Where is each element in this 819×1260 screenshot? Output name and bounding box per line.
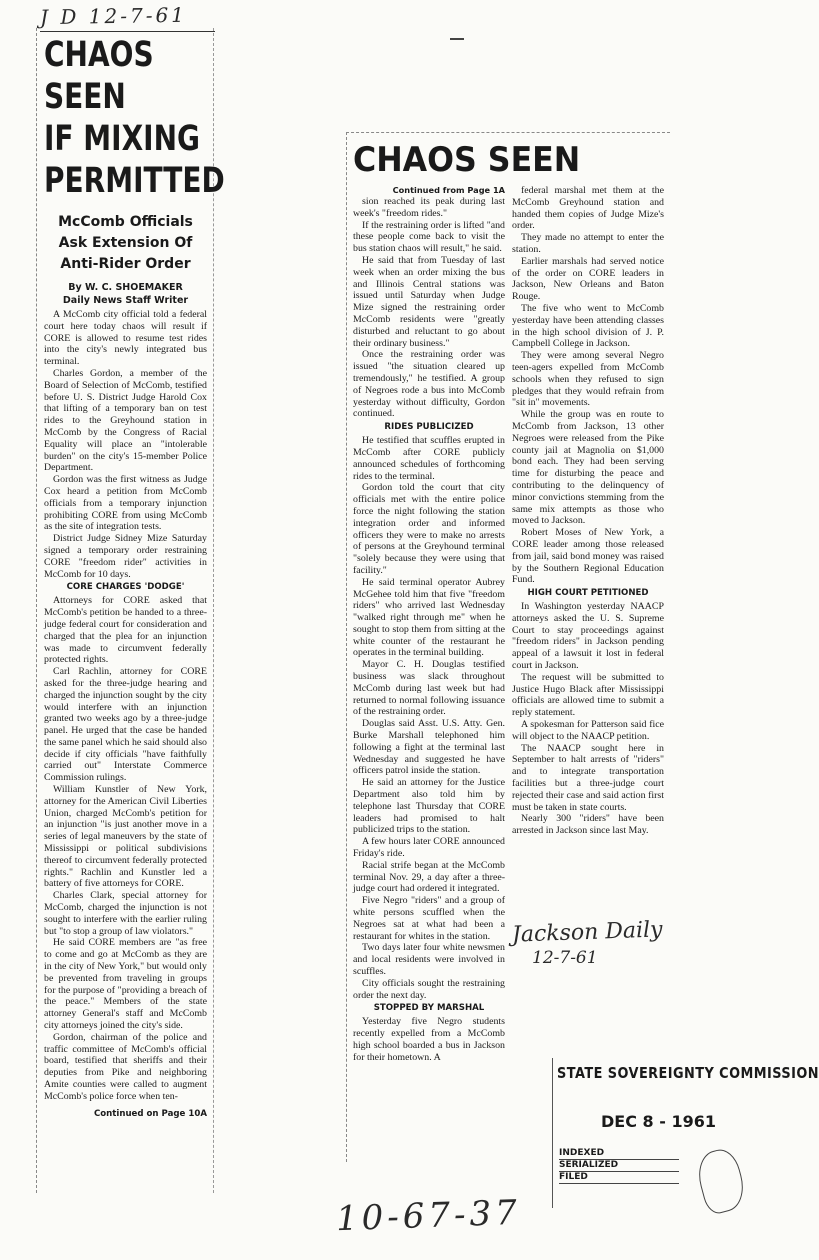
paragraph: Robert Moses of New York, a CORE leader among those released from jail, said bond money was raised by the Southern Regional Education Fund. — [512, 527, 664, 586]
subheading: CORE CHARGES 'DODGE' — [66, 582, 185, 593]
continued-note: Continued on Page 10A — [93, 1108, 207, 1119]
paragraph: Gordon, chairman of the police and traffic committee of McComb's official board, testified that sheriffs and their deputies from Pike and neighboring Amite counties were called to augment McComb's police force when ten- — [44, 1031, 207, 1102]
paragraph: He said an attorney for the Justice Department also told him by telephone last Thursday that CORE leaders had promised to halt publicized trips to the station. — [353, 777, 505, 836]
paragraph: District Judge Sidney Mize Saturday signed a temporary order restraining CORE "freedom rider" activities in McComb for 10 days. — [44, 533, 207, 580]
stamp-line-filed: FILED — [559, 1172, 679, 1184]
stamp-line-serialized: SERIALIZED — [559, 1160, 679, 1172]
paragraph: They were among several Negro teen-agers expelled from McComb schools when they refused to sign pledges that they would refrain from "sit in" movements. — [512, 350, 664, 409]
subheading: STOPPED BY MARSHAL — [373, 1003, 485, 1014]
stamp-lines — [559, 1148, 679, 1184]
left-deck: McComb Officials Ask Extension Of Anti-Rider Order — [58, 214, 193, 272]
handwritten-source-date: 12-7-61 — [532, 948, 598, 968]
paragraph: sion reached its peak during last week's "freedom rides." — [353, 196, 505, 219]
pen-mark — [450, 38, 464, 40]
paragraph: Gordon told the court that city officials met with the entire police force the night following the station integration order and informed officers they were to make no arrests of persons at the Greyhound terminal "solely because they were using that facility." — [353, 482, 505, 576]
paragraph: The NAACP sought here in September to halt arrests of "riders" and to integrate transportation facilities but a three-judge court rejected their case and said action first must be taken in state courts. — [512, 742, 664, 813]
subheading: HIGH COURT PETITIONED — [527, 588, 649, 599]
stamp-line-indexed: INDEXED — [559, 1148, 679, 1160]
paragraph: A spokesman for Patterson said fice will object to the NAACP petition. — [512, 719, 664, 742]
continued-from-note: Continued from Page 1A — [392, 185, 505, 195]
paragraph: The five who went to McComb yesterday have been attending classes in the high school division of J. P. Campbell College in Jackson. — [512, 302, 664, 350]
paragraph: William Kunstler of New York, attorney for the American Civil Liberties Union, charged McComb's petition for an injunction "is just another move in a series of legal maneuvers by the state of Mississippi or political subdivisions thereof to circumvent federally protected rights." Rachlin and Kunstler led a battery of five attorneys for CORE. — [44, 784, 207, 890]
paragraph: Carl Rachlin, attorney for CORE asked for the three-judge hearing and charged the injunction sought by the city would interfere with an injunction granted two weeks ago by a three-judge panel. He urged that the case be handed the same panel which he said should also decide if city officials "have faithfully carried out" Interstate Commerce Commission rulings. — [44, 666, 207, 784]
paragraph: Two days later four white newsmen and local residents were involved in scuffles. — [353, 942, 505, 977]
paragraph: Racial strife began at the McComb terminal Nov. 29, a day after a three-judge court had ordered it integrated. — [353, 859, 505, 895]
paragraph: If the restraining order is lifted "and these people come back to visit the bus station chaos will result," he said. — [353, 219, 505, 255]
stamp-title: STATE SOVEREIGNTY COMMISSION — [557, 1064, 819, 1082]
paragraph: While the group was en route to McComb from Jackson, 13 other Negroes were released from the Pike county jail at Magnolia on $1,000 bond each. They had been serving time for disturbing the peace and contributing to the delinquency of minor convictions stemming from the same mix attempts as those who moved to Jackson. — [512, 409, 664, 527]
paragraph: Five Negro "riders" and a group of white persons scuffled when the Negroes sat at what had been a restaurant for whites in the station. — [353, 895, 505, 942]
right-column-1-body — [353, 196, 505, 1064]
stamp-date: DEC 8 - 1961 — [601, 1112, 716, 1131]
paragraph: Nearly 300 "riders" have been arrested in Jackson since last May. — [512, 813, 664, 837]
left-headline: CHAOS SEEN IF MIXING PERMITTED — [44, 35, 225, 201]
paragraph: Earlier marshals had served notice of the order on CORE leaders in Jackson, New Orleans and Baton Rouge. — [512, 255, 664, 303]
handwritten-source: Jackson Daily — [511, 917, 663, 948]
top-handwritten-note: J D 12-7-61 — [39, 2, 188, 30]
paragraph: Charles Clark, special attorney for McComb, charged the injunction is not sought to interfere with the earlier ruling but "to stop a group of law violators." — [44, 890, 207, 937]
paragraph: A McComb city official told a federal court here today chaos will result if CORE is allowed to resume test rides into the city's newly integrated bus terminal. — [44, 309, 207, 368]
paragraph: In Washington yesterday NAACP attorneys asked the U. S. Supreme Court to stay proceedings against "freedom riders" in Jackson pending appeal of a lawsuit it lost in federal court in Jackson. — [512, 601, 664, 672]
right-headline: CHAOS SEEN — [353, 140, 581, 180]
paragraph: Once the restraining order was issued "the situation cleared up tremendously," he testified. A group of Negroes rode a bus into McComb yesterday without difficulty, Gordon continued. — [353, 349, 505, 420]
paragraph: He said CORE members are "as free to come and go at McComb as they are in the city of New York," but would only be prevented from traveling in groups for the purpose of "providing a breach of the peace." Members of the state attorney General's staff and McComb city attorneys joined the city's side. — [44, 937, 207, 1032]
right-clipping — [346, 132, 670, 1162]
paragraph: A few hours later CORE announced Friday's ride. — [353, 836, 505, 860]
paragraph: He testified that scuffles erupted in McComb after CORE publicly announced schedules of forthcoming rides to the terminal. — [353, 435, 505, 482]
subheading: RIDES PUBLICIZED — [384, 422, 474, 433]
paragraph: Gordon was the first witness as Judge Cox heard a petition from McComb officials from a temporary injunction prohibiting CORE from using McComb as the site of integration tests. — [44, 474, 207, 533]
handwritten-file-number: 10-67-37 — [335, 1192, 522, 1240]
paragraph: City officials sought the restraining order the next day. — [353, 977, 505, 1001]
left-clipping — [36, 28, 225, 1193]
paragraph: federal marshal met them at the McComb Greyhound station and handed them copies of Judge Mize's order. — [512, 185, 664, 232]
left-article-body — [44, 309, 207, 1103]
paragraph: The request will be submitted to Justice Hugo Black after Mississippi officials are allowed time to submit a reply statement. — [512, 671, 664, 719]
right-column-1 — [353, 185, 505, 1064]
paragraph: They made no attempt to enter the station. — [512, 232, 664, 255]
paragraph: Attorneys for CORE asked that McComb's petition be handed to a three-judge federal court for consideration and charged that the plea for an injunction was made to circumvent federally protected rights. — [44, 595, 207, 666]
byline: By W. C. SHOEMAKER Daily News Staff Writer — [62, 282, 189, 306]
paragraph: Yesterday five Negro students recently expelled from a McComb high school boarded a bus in Jackson for their hometown. A — [353, 1016, 505, 1063]
paragraph: Charles Gordon, a member of the Board of Selection of McComb, testified before U. S. District Judge Harold Cox that lifting of a temporary ban on test rides to the Greyhound station in McComb by the Congress of Racial Equality will place an "intolerable burden" on the city's 15-member Police Department. — [44, 367, 207, 474]
paragraph: He said that from Tuesday of last week when an order mixing the bus and Illinois Central stations was issued until Saturday when Judge Mize signed the restraining order McComb residents were "greatly disturbed and reluctant to go about their ordinary business." — [353, 254, 505, 349]
paragraph: Douglas said Asst. U.S. Atty. Gen. Burke Marshall telephoned him following a fight at the terminal last Wednesday and suggested he have officers patrol inside the station. — [353, 718, 505, 777]
paragraph: Mayor C. H. Douglas testified business was slack throughout McComb during last week but had returned to normal following issuance of the restraining order. — [353, 659, 505, 718]
paragraph: He said terminal operator Aubrey McGehee told him that five "freedom riders" who arrived last Wednesday "walked right through me" when he sought to stop them from sitting at the white counter of the restaurant he operates in the terminal building. — [353, 576, 505, 659]
